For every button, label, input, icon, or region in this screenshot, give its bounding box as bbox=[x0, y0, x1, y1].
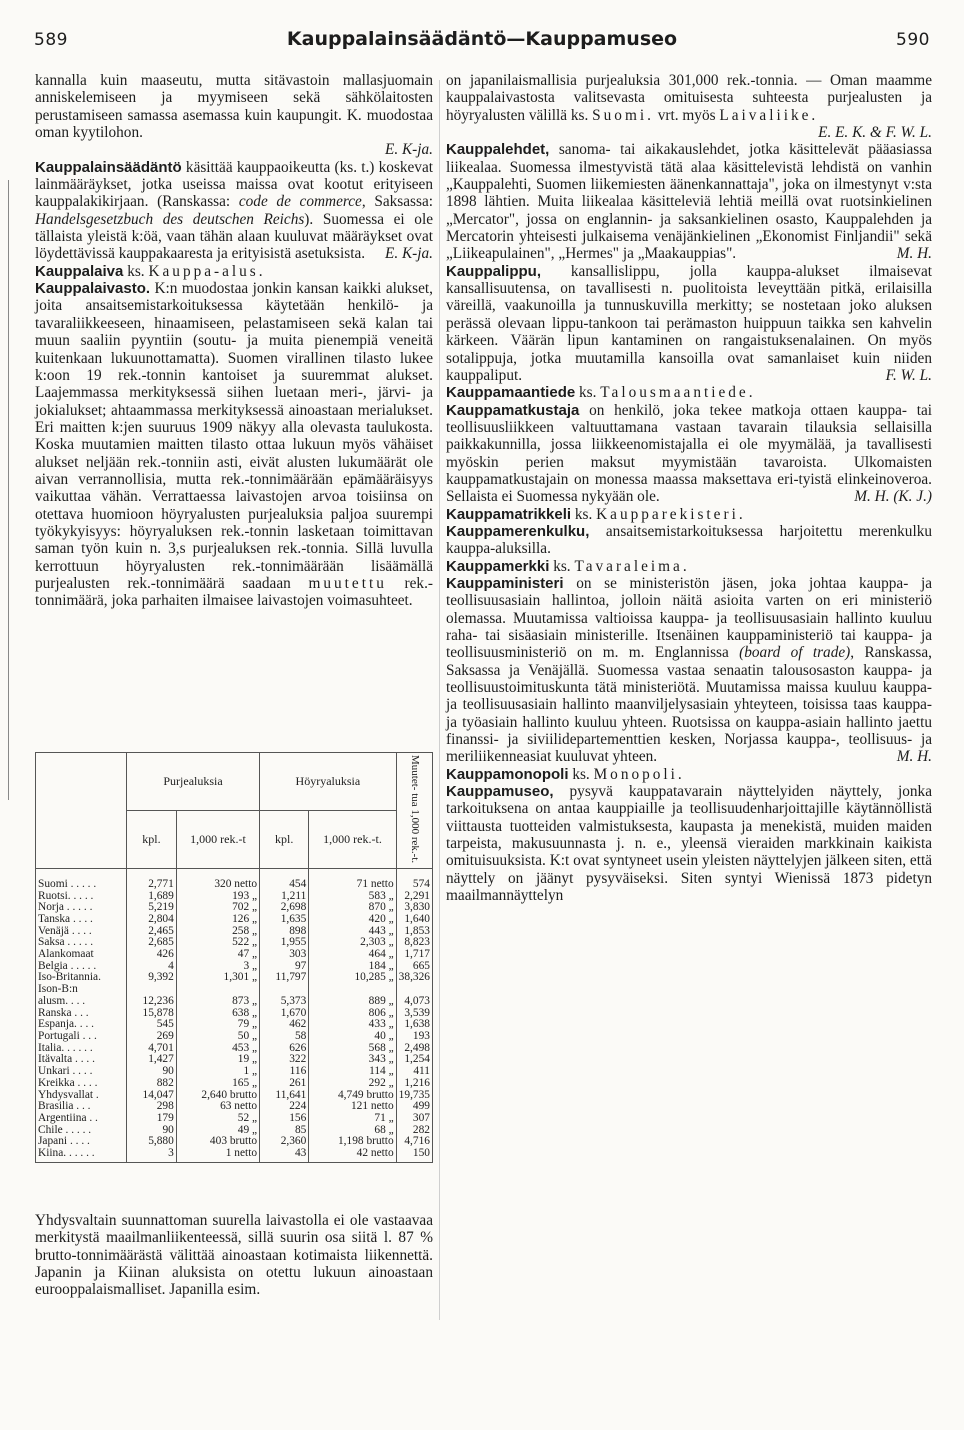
converted-tons-cell: 4,073 bbox=[396, 996, 432, 1008]
country-cell: Ranska . . . bbox=[36, 1008, 127, 1020]
table-row bbox=[36, 914, 433, 926]
converted-tons-cell: 1,254 bbox=[396, 1054, 432, 1066]
sail-tons-cell: 403 brutto bbox=[176, 1136, 259, 1148]
steam-tons-cell: 464 „ bbox=[309, 949, 396, 961]
sail-count-cell: 12,236 bbox=[127, 996, 177, 1008]
steam-tons-cell: 343 „ bbox=[309, 1054, 396, 1066]
sail-tons-cell: 19 „ bbox=[176, 1054, 259, 1066]
table-row bbox=[36, 1078, 433, 1090]
sail-count-cell: 426 bbox=[127, 949, 177, 961]
sail-tons-cell: 165 „ bbox=[176, 1078, 259, 1090]
steam-count-cell: 2,360 bbox=[260, 1136, 309, 1148]
article-signature: M. H. (K. J.) bbox=[854, 488, 932, 506]
converted-tons-cell: 3,830 bbox=[396, 902, 432, 914]
country-cell: Alankomaat bbox=[36, 949, 127, 961]
sail-tons-cell: 522 „ bbox=[176, 937, 259, 949]
converted-tons-cell: 38,326 bbox=[396, 972, 432, 984]
table-footnote bbox=[35, 1212, 433, 1299]
article-text: ks. bbox=[123, 262, 149, 280]
article-headword: Kauppamuseo, bbox=[446, 783, 554, 801]
steam-tons-cell: 40 „ bbox=[309, 1031, 396, 1043]
sail-count-cell: 9,392 bbox=[127, 972, 177, 984]
article-headword: Kauppamonopoli bbox=[446, 765, 569, 783]
article-text: ks. bbox=[571, 505, 597, 523]
converted-tons-cell: 282 bbox=[396, 1125, 432, 1137]
country-cell: Italia. . . . . . bbox=[36, 1043, 127, 1055]
article-headword: Kauppamatkustaja bbox=[446, 401, 580, 419]
article-spaced: muutettu bbox=[308, 574, 387, 592]
article-headword: Kauppaministeri bbox=[446, 574, 564, 592]
right-column bbox=[446, 72, 932, 905]
steam-count-cell: 898 bbox=[260, 926, 309, 938]
article-text: vrt. myös bbox=[653, 106, 720, 124]
article-continuation bbox=[35, 72, 433, 159]
cross-reference[interactable]: Talousmaantiede. bbox=[600, 384, 756, 402]
article-italic: Handelsgesetzbuch des deutschen Reichs bbox=[35, 210, 305, 228]
converted-tons-cell: 1,717 bbox=[396, 949, 432, 961]
sail-count-cell: 298 bbox=[127, 1101, 177, 1113]
steam-tons-cell: 1,198 brutto bbox=[309, 1136, 396, 1148]
sail-tons-cell: 258 „ bbox=[176, 926, 259, 938]
article-text: sanoma- tai aikakauslehdet, jotka käsittelevät pääasiassa liikealaa. Suomessa ilmestyvistä tätä alaa käsittelevistä lehdistä on vanhin „Kauppalehti, Suomen liikemiesten äänenkannattaja", joka on ilmestynyt v:sta 1898 lähtien. Muita liikealaa käsitteleviä lehtiä meillä ovat ruotsinkielinen „Mercator", jossa on englannin- ja saksankielinen osasto, Kauppalehden ja Mercatorin yhteisesti julkaisema venäjänkielinen „Ekonomist Finljandii" sekä „Liikeapulainen", „Hermes" ja „Maakauppias". bbox=[446, 141, 932, 263]
sail-tons-cell: 79 „ bbox=[176, 1019, 259, 1031]
country-cell: Kreikka . . . . bbox=[36, 1078, 127, 1090]
article-headword: Kauppalippu, bbox=[446, 262, 541, 280]
sail-tons-cell: 52 „ bbox=[176, 1113, 259, 1125]
fleet-stats-table bbox=[35, 752, 433, 1163]
table-header-converted: Muutet- tua 1,000 rek.-t. bbox=[396, 753, 432, 869]
table-body bbox=[36, 868, 433, 1162]
steam-count-cell: 454 bbox=[260, 868, 309, 890]
country-cell: Kiina. . . . . . bbox=[36, 1148, 127, 1162]
steam-count-cell: 97 bbox=[260, 961, 309, 973]
table-subheader: kpl. bbox=[260, 810, 309, 868]
steam-count-cell: 2,698 bbox=[260, 902, 309, 914]
country-cell: Chile . . . . . bbox=[36, 1125, 127, 1137]
steam-tons-cell: 568 „ bbox=[309, 1043, 396, 1055]
article-text: on japanilaismallisia purjealuksia 301,000 rek.-tonnia. — Oman maamme kauppalaivastosta valitsevasta omituisesta suhteesta purjealusten ja höyryalusten välillä ks. bbox=[446, 72, 932, 124]
sail-tons-cell: 2,640 brutto bbox=[176, 1090, 259, 1102]
article-kauppalehdet bbox=[446, 141, 932, 262]
article-kauppamatkustaja bbox=[446, 402, 932, 506]
steam-count-cell: 303 bbox=[260, 949, 309, 961]
sail-tons-cell: 1,301 „ bbox=[176, 972, 259, 984]
sail-count-cell: 2,465 bbox=[127, 926, 177, 938]
article-italic: code de commerce bbox=[238, 193, 362, 211]
article-text: K:n muodostaa jonkin kansan kaikki alukset, joita ansaitsemistarkoituksessa käytetään henkilö- ja tavaraliikkeeseen, hinaamiseen, pelastamiseen sekä kalan tai muun saaliin pyyntiin (soutu- ja muita pienempiä veneitä kuitenkaan lukuunottamatta). Suomen virallinen tilasto lukee k:oon 19 rek.-tonnin kantoiset ja suuremmat alukset. Laajemmassa merkityksessä siihen luetaan meri-, järvi- ja jokialukset; ahtaammassa merkityksessä ainoastaan merialukset. Eri maitten k:jen suuruus 1909 näkyy alla olevasta taulukosta. Koska muutamien maitten tilasto ottaa lukuun myös vähäiset alukset neljään rek.-tonniin asti, eivät alusten lukumäärät ole aivan verrannollisia, mutta rek.-tonnimäärään epämääräisyys vaikuttaa vähän. Verrattaessa laivastojen arvoa toisiinsa on otettava huomioon höyryalusten purjealuksia paljoa suurempi työkykyisyys: höyryaluksen rek.-tonnin lasketaan toimittavan saman työn kuin n. 3,s purjealuksen rek.-tonnia. Sillä luvulla kerrottuun höyryalusten rek.-tonnimäärään lisäämällä purjealusten rek.-tonnimäärä saadaan bbox=[35, 280, 433, 592]
article-kauppamatrikkeli bbox=[446, 506, 932, 523]
article-signature: M. H. bbox=[896, 748, 932, 766]
cross-reference[interactable]: Tavaraleima. bbox=[574, 557, 690, 575]
table-row bbox=[36, 1031, 433, 1043]
cross-reference[interactable]: Kauppa-alus. bbox=[148, 262, 266, 280]
converted-tons-cell: 19,735 bbox=[396, 1090, 432, 1102]
cross-reference[interactable]: Kaupparekisteri. bbox=[596, 505, 746, 523]
sail-tons-cell: 63 netto bbox=[176, 1101, 259, 1113]
sail-count-cell: 1,427 bbox=[127, 1054, 177, 1066]
left-column bbox=[35, 72, 433, 610]
country-cell: Unkari . . . . bbox=[36, 1066, 127, 1078]
converted-tons-cell: 1,853 bbox=[396, 926, 432, 938]
article-headword: Kauppalainsäädäntö bbox=[35, 158, 182, 176]
steam-tons-cell: 433 „ bbox=[309, 1019, 396, 1031]
converted-tons-cell: 307 bbox=[396, 1113, 432, 1125]
sail-count-cell: 179 bbox=[127, 1113, 177, 1125]
article-text: Yhdysvaltain suunnattoman suurella laivastolla ei ole vastaavaa merkitystä maailmanliikenteessä, sillä suurin osa siitä l. 87 % brutto-tonnimäärästä välittää ainoastaan kotimaista liikennettä. Japanin ja Kiinan aluksista on otettu lukuun ainoastaan eurooppalaismalliset. Japanilla esim. bbox=[35, 1212, 433, 1299]
sail-count-cell: 4 bbox=[127, 961, 177, 973]
sail-tons-cell: 49 „ bbox=[176, 1125, 259, 1137]
steam-tons-cell: 870 „ bbox=[309, 902, 396, 914]
article-kauppamaantiede bbox=[446, 384, 932, 401]
converted-tons-cell: 1,640 bbox=[396, 914, 432, 926]
converted-tons-cell: 2,291 bbox=[396, 891, 432, 903]
article-text: on se ministeristön jäsen, joka johtaa kauppa- ja teollisuusasiain hallintoa, jolloin näitä asioita varten on eri ministeriö olemassa. Muutamissa valtioissa kauppa- ja teollisuusasiain hallinto kuuluu raha- tai sisäasiain ministerille. Itsenäinen kauppaministeriö tai kauppa- ja teollisuusministeriö on m. m. Englannissa bbox=[446, 574, 932, 662]
table-subheader: kpl. bbox=[127, 810, 177, 868]
table-row bbox=[36, 1148, 433, 1162]
table-row bbox=[36, 972, 433, 984]
country-cell: Portugali . . . bbox=[36, 1031, 127, 1043]
sail-count-cell: 1,689 bbox=[127, 891, 177, 903]
sail-tons-cell: 47 „ bbox=[176, 949, 259, 961]
article-text: rek.-tonnimäärä, joka parhaiten ilmaisee laivastojen voimasuhteet. bbox=[35, 574, 433, 610]
converted-tons-cell: 1,638 bbox=[396, 1019, 432, 1031]
page-number-right: 590 bbox=[896, 30, 930, 50]
article-signature: E. K-ja. bbox=[384, 141, 433, 159]
steam-count-cell: 116 bbox=[260, 1066, 309, 1078]
country-cell: Venäjä . . . . bbox=[36, 926, 127, 938]
article-headword: Kauppamerkki bbox=[446, 557, 550, 575]
article-kauppamerkki bbox=[446, 558, 932, 575]
article-kauppamonopoli bbox=[446, 766, 932, 783]
running-title: Kauppalainsäädäntö—Kauppamuseo bbox=[286, 28, 678, 50]
sail-count-cell: 3 bbox=[127, 1148, 177, 1162]
steam-tons-cell: 806 „ bbox=[309, 1008, 396, 1020]
steam-tons-cell: 443 „ bbox=[309, 926, 396, 938]
article-text: pysyvä kauppatavarain näyttelyiden näyttely, jonka tarkoituksena on antaa kauppiaille ja teollisuudenharjoittajille käytännöllistä viittausta tuotteiden valmistuksesta, kaupasta ja menekistä, muiden maiden tarpeista, makusuunnasta j. n. e., yleensä vieraiden markkinain kaikista omituisuuksista. K:t ovat syntyneet usein yleisten näyttelyjen jälkeen siten, että näyttely on jäänyt pysyväiseksi. Siten syntyi Wienissä 1873 pidetyn maailmannäyttelyn bbox=[446, 783, 932, 905]
article-headword: Kauppalaiva bbox=[35, 262, 124, 280]
table-group-sail: Purjealuksia bbox=[127, 753, 260, 811]
sail-tons-cell: 1 „ bbox=[176, 1066, 259, 1078]
article-kauppalippu bbox=[446, 263, 932, 384]
country-cell: Japani . . . . bbox=[36, 1136, 127, 1148]
steam-count-cell: 261 bbox=[260, 1078, 309, 1090]
table-row bbox=[36, 996, 433, 1008]
steam-count-cell: 1,670 bbox=[260, 1008, 309, 1020]
converted-tons-cell: 2,498 bbox=[396, 1043, 432, 1055]
article-text: ansaitsemistarkoituksessa harjoitettu merenkulku kauppa-aluksilla. bbox=[446, 522, 932, 558]
steam-tons-cell: 114 „ bbox=[309, 1066, 396, 1078]
sail-count-cell: 90 bbox=[127, 1066, 177, 1078]
steam-tons-cell: 889 „ bbox=[309, 996, 396, 1008]
table-corner bbox=[36, 753, 127, 869]
steam-count-cell: 11,797 bbox=[260, 972, 309, 984]
steam-tons-cell: 583 „ bbox=[309, 891, 396, 903]
country-cell: Itävalta . . . . bbox=[36, 1054, 127, 1066]
steam-count-cell: 224 bbox=[260, 1101, 309, 1113]
article-headword: Kauppamatrikkeli bbox=[446, 505, 572, 523]
article-text: , Saksassa: bbox=[361, 193, 433, 211]
article-text: ks. bbox=[575, 384, 601, 402]
converted-tons-cell: 4,716 bbox=[396, 1136, 432, 1148]
sail-tons-cell: 1 netto bbox=[176, 1148, 259, 1162]
sail-count-cell: 90 bbox=[127, 1125, 177, 1137]
article-text: käsittää kauppaoikeutta (ks. t.) koskevat lainmääräykset, jotka useissa maissa ovat kootut erityiseen kauppalakikirjaan. (Ranskassa: bbox=[35, 158, 433, 211]
sail-count-cell: 545 bbox=[127, 1019, 177, 1031]
article-kauppalainsaadanto bbox=[35, 159, 433, 263]
article-signature: M. H. bbox=[896, 245, 932, 263]
column-divider bbox=[439, 80, 440, 1320]
table-group-steam: Höyryaluksia bbox=[260, 753, 397, 811]
country-cell: Saksa . . . . . bbox=[36, 937, 127, 949]
article-kauppamerenkulku bbox=[446, 523, 932, 558]
article-signature: F. W. L. bbox=[885, 366, 932, 384]
steam-tons-cell: 121 netto bbox=[309, 1101, 396, 1113]
article-signature: E. E. K. & F. W. L. bbox=[818, 124, 932, 142]
converted-tons-cell: 1,216 bbox=[396, 1078, 432, 1090]
steam-count-cell: 626 bbox=[260, 1043, 309, 1055]
steam-count-cell: 11,641 bbox=[260, 1090, 309, 1102]
article-continuation bbox=[446, 72, 932, 142]
sail-count-cell: 5,880 bbox=[127, 1136, 177, 1148]
converted-tons-cell: 411 bbox=[396, 1066, 432, 1078]
article-kauppamuseo bbox=[446, 783, 932, 904]
article-italic: (board of trade) bbox=[739, 644, 851, 662]
article-kauppalaivasto bbox=[35, 280, 433, 610]
sail-count-cell: 5,219 bbox=[127, 902, 177, 914]
steam-tons-cell: 184 „ bbox=[309, 961, 396, 973]
sail-count-cell: 269 bbox=[127, 1031, 177, 1043]
cross-reference[interactable]: Suomi. bbox=[592, 106, 654, 124]
sail-tons-cell: 320 netto bbox=[176, 868, 259, 890]
steam-tons-cell: 2,303 „ bbox=[309, 937, 396, 949]
steam-count-cell: 1,635 bbox=[260, 914, 309, 926]
article-text: ks. bbox=[568, 765, 594, 783]
steam-tons-cell: 68 „ bbox=[309, 1125, 396, 1137]
sail-count-cell: 2,804 bbox=[127, 914, 177, 926]
country-cell: Suomi . . . . . bbox=[36, 868, 127, 890]
steam-tons-cell: 71 netto bbox=[309, 868, 396, 890]
converted-tons-cell: 665 bbox=[396, 961, 432, 973]
article-kauppaministeri bbox=[446, 575, 932, 766]
article-headword: Kauppalaivasto. bbox=[35, 280, 151, 298]
article-headword: Kauppamerenkulku, bbox=[446, 522, 590, 540]
country-cell: Brasilia . . . bbox=[36, 1101, 127, 1113]
article-text: kansallislippu, jolla kauppa-alukset ilmaisevat kansallisuutensa, on tavallisesti n. puolitoista leveyttään pitkä, erilaisilla väreillä, vaakunoilla ja tunnuskuvilla merkitty; se nostetaan joko aluksen perässä olevaan lippu-tankoon tai perämaston huippuun taikka sen kahvelin kärkeen. Väärän lipun kantaminen on rangaistuksenalainen. On myös sotalippuja, jotka muutamilla kansoilla ovat samanlaiset kuin niiden kauppaliput. bbox=[446, 262, 932, 384]
sail-count-cell: 15,878 bbox=[127, 1008, 177, 1020]
steam-count-cell: 5,373 bbox=[260, 996, 309, 1008]
table-subheader: 1,000 rek.-t bbox=[176, 810, 259, 868]
steam-tons-cell: 10,285 „ bbox=[309, 972, 396, 984]
steam-count-cell: 156 bbox=[260, 1113, 309, 1125]
cross-reference[interactable]: Laivaliike. bbox=[719, 106, 819, 124]
converted-tons-cell: 499 bbox=[396, 1101, 432, 1113]
table-subheader: 1,000 rek.-t. bbox=[309, 810, 396, 868]
country-cell: Belgia . . . . . bbox=[36, 961, 127, 973]
country-cell: Argentiina . . bbox=[36, 1113, 127, 1125]
sail-tons-cell: 638 „ bbox=[176, 1008, 259, 1020]
article-headword: Kauppalehdet, bbox=[446, 141, 550, 159]
converted-tons-cell: 8,823 bbox=[396, 937, 432, 949]
steam-tons-cell: 292 „ bbox=[309, 1078, 396, 1090]
steam-count-cell: 462 bbox=[260, 1019, 309, 1031]
sail-tons-cell: 453 „ bbox=[176, 1043, 259, 1055]
table-row bbox=[36, 868, 433, 890]
country-cell: Tanska . . . . bbox=[36, 914, 127, 926]
converted-tons-cell: 3,539 bbox=[396, 1008, 432, 1020]
steam-count-cell: 85 bbox=[260, 1125, 309, 1137]
country-cell: alusm. . . . bbox=[36, 996, 127, 1008]
steam-count-cell: 322 bbox=[260, 1054, 309, 1066]
sail-tons-cell: 126 „ bbox=[176, 914, 259, 926]
steam-count-cell: 1,955 bbox=[260, 937, 309, 949]
margin-rule bbox=[8, 180, 9, 800]
country-cell: Iso-Britannia. bbox=[36, 972, 127, 984]
sail-count-cell: 882 bbox=[127, 1078, 177, 1090]
sail-count-cell: 2,771 bbox=[127, 868, 177, 890]
converted-tons-cell: 574 bbox=[396, 868, 432, 890]
steam-count-cell: 1,211 bbox=[260, 891, 309, 903]
country-cell: Ison-B:n bbox=[36, 984, 127, 996]
article-text: , Ranskassa, Saksassa ja Venäjällä. Suomessa vastaa senaatin talousosaston kauppa- ja teollisuustoimituskunta tätä ministeriötä. Muutamissa maissa kuuluu kauppa- ja teollisuusasiain hallinto maanviljelysasiain yhteyteen, toisissa taas kauppa- ja työasiain hallinto kuuluu yhteen. Ruotsissa on kauppa-asiain hallinto jaettu finanssi- ja siviilidepartementtien kesken, Norjassa kauppa-, teollisuus- ja meriliikenneasiat kuuluvat yhteen. bbox=[446, 644, 932, 766]
article-text: ). Suomessa ei ole tällaista yleistä k:öä, vaan tähän alaan kuuluvat määräykset ovat löydettävissä kauppakaaresta ja erityisistä asetuksista. bbox=[35, 210, 433, 263]
fleet-table bbox=[35, 752, 433, 1163]
steam-tons-cell: 71 „ bbox=[309, 1113, 396, 1125]
country-cell: Yhdysvallat . bbox=[36, 1090, 127, 1102]
sail-count-cell: 2,685 bbox=[127, 937, 177, 949]
sail-tons-cell: 702 „ bbox=[176, 902, 259, 914]
steam-tons-cell: 42 netto bbox=[309, 1148, 396, 1162]
steam-count-cell: 58 bbox=[260, 1031, 309, 1043]
converted-tons-cell: 193 bbox=[396, 1031, 432, 1043]
page-number-left: 589 bbox=[34, 30, 68, 50]
country-cell: Espanja. . . . bbox=[36, 1019, 127, 1031]
cross-reference[interactable]: Monopoli. bbox=[593, 765, 685, 783]
article-kauppalaiva bbox=[35, 263, 433, 280]
sail-count-cell: 4,701 bbox=[127, 1043, 177, 1055]
sail-tons-cell: 50 „ bbox=[176, 1031, 259, 1043]
country-cell: Ruotsi. . . . . bbox=[36, 891, 127, 903]
article-text: kannalla kuin maaseutu, mutta sitävastoin mallasjuomain anniskelemiseen ja myymiseen sekä sähkölaitosten perustamiseen samassa asemassa kuin kaupungit. K. muodostaa oman kyytilohon. bbox=[35, 72, 433, 142]
converted-tons-cell: 150 bbox=[396, 1148, 432, 1162]
article-headword: Kauppamaantiede bbox=[446, 384, 576, 402]
country-cell: Norja . . . . . bbox=[36, 902, 127, 914]
steam-tons-cell: 4,749 brutto bbox=[309, 1090, 396, 1102]
sail-count-cell: 14,047 bbox=[127, 1090, 177, 1102]
sail-tons-cell: 3 „ bbox=[176, 961, 259, 973]
page-header bbox=[0, 0, 964, 60]
sail-tons-cell: 873 „ bbox=[176, 996, 259, 1008]
table-row bbox=[36, 1113, 433, 1125]
article-signature: E. K-ja. bbox=[384, 245, 433, 263]
article-text: on henkilö, joka tekee matkoja ottaen kauppa- tai teollisuusliikkeen valtuuttamana vastaan tavarain tilauksia sellaisilla paikkakunnilla, jossa liikkeenomistajalla ei ole myymälää, ja tavallisesti myöskin perien maksut myymistään tavaroista. Ulkomaisten kauppamatkustajain on monessa maassa maksettava eri-tyistä elinkeinoveroa. Sellaista ei Suomessa nykyään ole. bbox=[446, 401, 932, 506]
steam-tons-cell: 420 „ bbox=[309, 914, 396, 926]
article-text: ks. bbox=[549, 557, 575, 575]
steam-count-cell: 43 bbox=[260, 1148, 309, 1162]
sail-tons-cell: 193 „ bbox=[176, 891, 259, 903]
